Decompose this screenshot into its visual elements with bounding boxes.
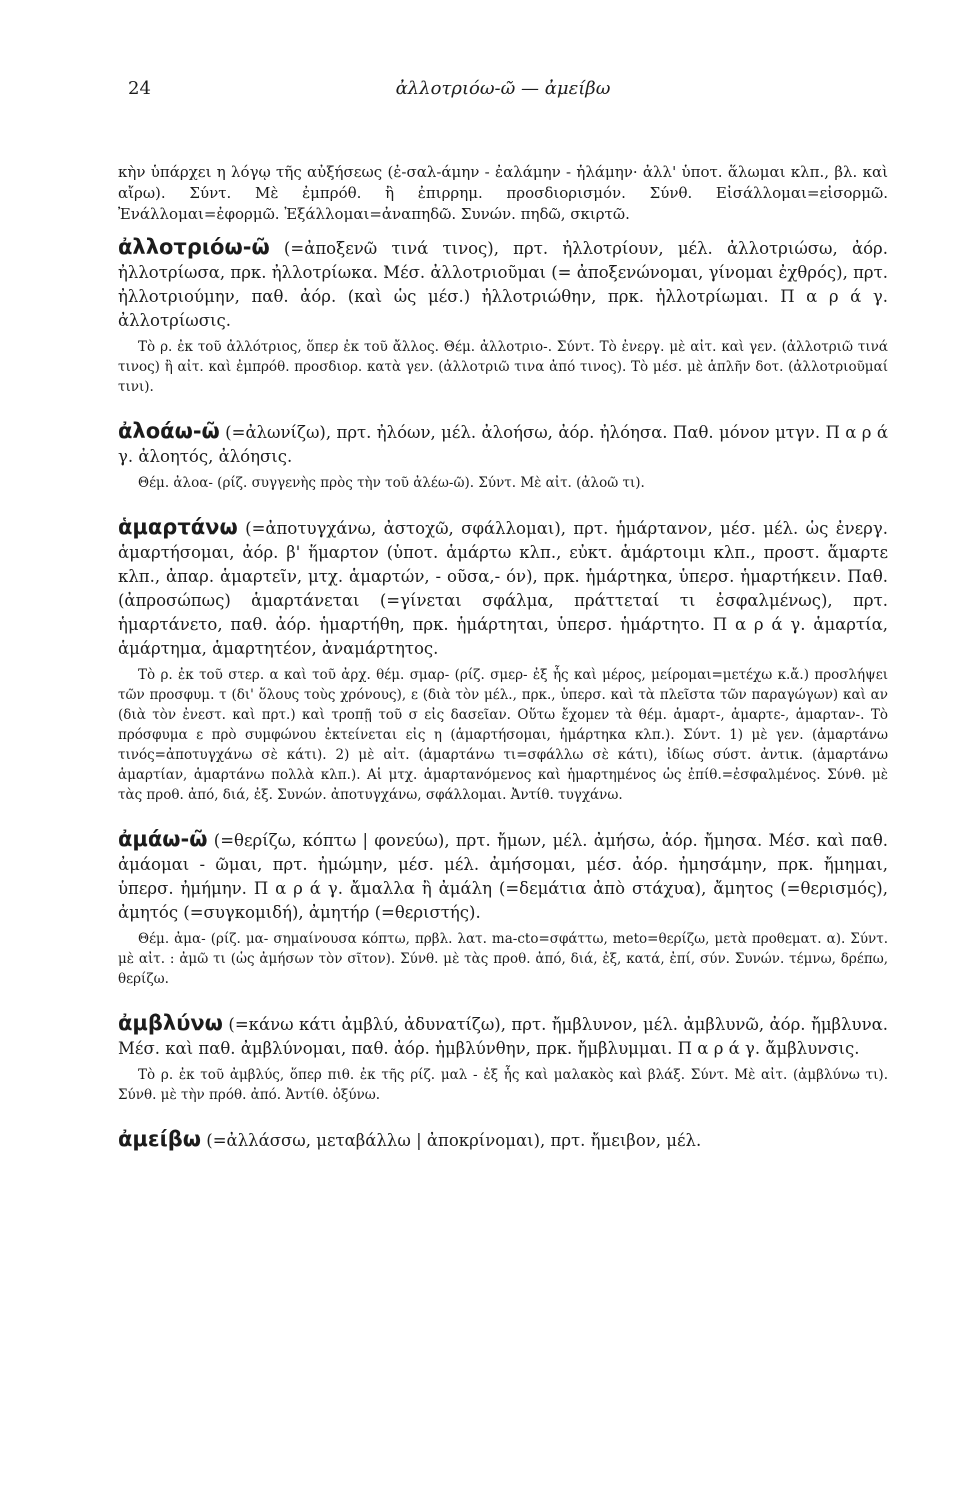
entry-definition (118, 1011, 888, 1061)
entry-note: Τὸ ρ. ἐκ τοῦ ἀλλότριος, ὅπερ ἐκ τοῦ ἄλλος. Θέμ. ἀλλοτριο-. Σύντ. Τὸ ἐνεργ. μὲ αἰτ. καὶ γεν. (ἀλλοτριῶ τινά τινος) ἢ αἰτ. καὶ ἐμπρόθ. προσδιορ. κατὰ γεν. (ἀλλοτριῶ τινα ἀπό τινος). Τὸ μέσ. μὲ ἁπλῆν δοτ. (ἀλλοτριοῦμαί τινι). (118, 339, 888, 395)
page-number: 24 (128, 78, 151, 99)
entry-definition (118, 419, 888, 469)
entry-hamartano (118, 515, 888, 805)
entry-headword: ἀμείβω (118, 1127, 202, 1151)
entry-headword: ἀλοάω-ῶ (118, 419, 220, 443)
entry-amao (118, 827, 888, 989)
running-head (118, 78, 888, 110)
entry-body: (=ἀλλάσσω, μεταβάλλω | ἀποκρίνομαι), πρτ. ἤμειβον, μέλ. (201, 1131, 702, 1150)
entry-headword: ἁμαρτάνω (118, 515, 238, 539)
running-title: ἀλλοτριόω-ῶ — ἀμείβω (395, 78, 611, 99)
entry-body: (=ἀλωνίζω), πρτ. ἠλόων, μέλ. ἀλοήσω, ἀόρ. ἠλόησα. Παθ. μόνον μτγν. Π α ρ ά γ. ἀλοητός, ἀλόησις. (118, 423, 888, 466)
entry-ameibo (118, 1127, 888, 1153)
entry-note: Θέμ. ἀμα- (ρίζ. μα- σημαίνουσα κόπτω, πρβλ. λατ. ma-cto=σφάττω, meto=θερίζω, μετὰ προθεματ. α). Σύντ. μὲ αἰτ. : ἀμῶ τι (ὡς ἀμήσων τὸν σῖτον). Σύνθ. μὲ τὰς προθ. ἀπό, διά, ἐξ, κατά, ἐπί, σύν. Συνών. τέμνω, δρέπω, θερίζω. (118, 931, 888, 987)
entry-amblyno (118, 1011, 888, 1105)
entry-note: Τὸ ρ. ἐκ τοῦ στερ. α καὶ τοῦ ἀρχ. θέμ. σμαρ- (ρίζ. σμερ- ἐξ ἧς καὶ μέρος, μείρομαι=μετέχω κ.ἄ.) προσλήψει τῶν προσφυμ. τ (δι' ὅλους τοὺς χρόνους), ε (διὰ τὸν μέλ., πρκ., ὑπερσ. καὶ τὰ πλεῖστα τῶν παραγώγων) καὶ αν (διὰ τὸν ἐνεστ. καὶ πρτ.) καὶ τροπῇ τοῦ σ εἰς δασεῖαν. Οὕτω ἔχομεν τὰ θέμ. ἁμαρτ-, ἁμαρτε-, ἁμαρταν-. Τὸ πρόσφυμα ε πρὸ συμφώνου ἐκτείνεται εἰς η (ἁμαρτήσομαι, ἡμάρτηκα κλπ.). Σύντ. 1) μὲ γεν. (ἁμαρτάνω τινός=ἀποτυγχάνω σὲ κάτι). 2) μὲ αἰτ. (ἁμαρτάνω τι=σφάλλω σὲ κάτι), ἰδίως σύστ. ἀντικ. (ἁμαρτάνω ἁμαρτίαν, ἁμαρτάνω πολλὰ κλπ.). Αἱ μτχ. ἁμαρτανόμενος καὶ ἡμαρτημένος ὡς ἐπίθ.=ἐσφαλμένος. Σύνθ. μὲ τὰς προθ. ἀπό, διά, ἐξ. Συνών. ἀποτυγχάνω, σφάλλομαι. Ἀντίθ. τυγχάνω. (118, 667, 888, 803)
entry-allotrioo (118, 235, 888, 397)
entry-note: Τὸ ρ. ἐκ τοῦ ἀμβλύς, ὅπερ πιθ. ἐκ τῆς ρίζ. μαλ - ἐξ ἧς καὶ μαλακὸς καὶ βλάξ. Σύντ. Μὲ αἰτ. (ἀμβλύνω τι). Σύνθ. μὲ τὴν πρόθ. ἀπό. Ἀντίθ. ὀξύνω. (118, 1067, 888, 1103)
continuation-paragraph (118, 162, 888, 225)
entry-headword: ἀμβλύνω (118, 1011, 223, 1035)
entry-definition (118, 827, 888, 925)
entry-body: (=ἀποτυγχάνω, ἀστοχῶ, σφάλλομαι), πρτ. ἡμάρτανον, μέσ. μέλ. ὡς ἐνεργ. ἁμαρτήσομαι, ἀόρ. β' ἥμαρτον (ὑποτ. ἁμάρτω κλπ., εὐκτ. ἁμάρτοιμι κλπ., προστ. ἅμαρτε κλπ., ἀπαρ. ἁμαρτεῖν, μτχ. ἁμαρτών, - οῦσα,- όν), πρκ. ἡμάρτηκα, ὑπερσ. ἡμαρτήκειν. Παθ. (ἀπροσώπως) ἁμαρτάνεται (=γίνεται σφάλμα, πράττεταί τι ἐσφαλμένως), πρτ. ἡμαρτάνετο, παθ. ἀόρ. ἡμαρτήθη, πρκ. ἡμάρτηται, ὑπερσ. ἡμάρτητο. Π α ρ ά γ. ἁμαρτία, ἁμάρτημα, ἁμαρτητέον, ἀναμάρτητος. (118, 519, 888, 658)
entry-definition (118, 1127, 888, 1153)
entry-body: (=κάνω κάτι ἀμβλύ, ἀδυνατίζω), πρτ. ἤμβλυνον, μέλ. ἀμβλυνῶ, ἀόρ. ἤμβλυνα. Μέσ. καὶ παθ. ἀμβλύνομαι, παθ. ἀόρ. ἠμβλύνθην, πρκ. ἤμβλυμμαι. Π α ρ ά γ. ἄμβλυνσις. (118, 1015, 888, 1058)
entry-body: (=θερίζω, κόπτω | φονεύω), πρτ. ἤμων, μέλ. ἀμήσω, ἀόρ. ἤμησα. Μέσ. καὶ παθ. ἀμάομαι - ῶμαι, πρτ. ἠμώμην, μέσ. μέλ. ἀμήσομαι, μέσ. ἀόρ. ἠμησάμην, πρκ. ἤμημαι, ὑπερσ. ἠμήμην. Π α ρ ά γ. ἄμαλλα ἢ ἀμάλη (=δεμάτια ἀπὸ στάχυα), ἄμητος (=θερισμός), ἀμητός (=συγκομιδή), ἀμητήρ (=θεριστής). (118, 831, 888, 922)
entry-note: Θέμ. ἀλοα- (ρίζ. συγγενὴς πρὸς τὴν τοῦ ἀλέω-ῶ). Σύντ. Μὲ αἰτ. (ἀλοῶ τι). (138, 475, 645, 491)
entry-aloao (118, 419, 888, 493)
entry-headword: ἀμάω-ῶ (118, 827, 208, 851)
entry-body: (=ἀποξενῶ τινά τινος), πρτ. ἠλλοτρίουν, μέλ. ἀλλοτριώσω, ἀόρ. ἠλλοτρίωσα, πρκ. ἠλλοτρίωκα. Μέσ. ἀλλοτριοῦμαι (= ἀποξενώνομαι, γίνομαι ἐχθρός), πρτ. ἠλλοτριούμην, παθ. ἀόρ. (καὶ ὡς μέσ.) ἠλλοτριώθην, πρκ. ἠλλοτρίωμαι. Π α ρ ά γ. ἀλλοτρίωσις. (118, 239, 888, 330)
dictionary-page (118, 78, 888, 1175)
entry-headword: ἀλλοτριόω-ῶ (118, 235, 270, 259)
entry-definition (118, 515, 888, 661)
entry-definition (118, 235, 888, 333)
continuation-text: κὴν ὑπάρχει η λόγῳ τῆς αὐξήσεως (ἐ-σαλ-άμην - ἐαλάμην - ἡλάμην· ἀλλ' ὑποτ. ἅλωμαι κλπ., βλ. καὶ αἴρω). Σύντ. Μὲ ἐμπρόθ. ἢ ἐπιρρημ. προσδιορισμόν. Σύνθ. Εἰσάλλομαι=εἰσορμῶ. Ἐνάλλομαι=ἐφορμῶ. Ἐξάλλομαι=ἀναπηδῶ. Συνών. πηδῶ, σκιρτῶ. (118, 163, 888, 223)
